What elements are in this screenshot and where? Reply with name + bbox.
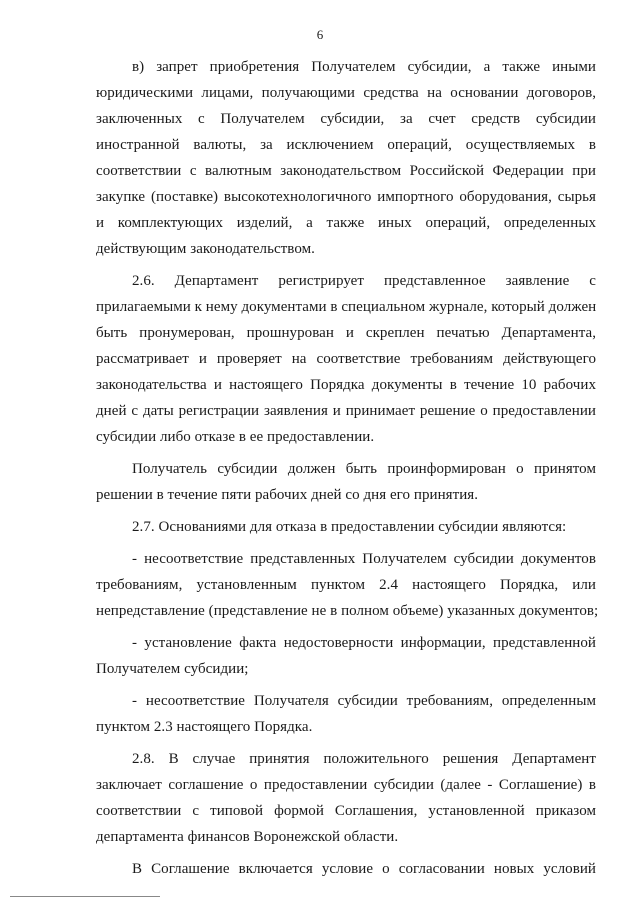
text-line: Получатель субсидии должен быть проинформирован о принятом [132, 461, 596, 477]
footer-rule [10, 896, 160, 897]
text-line: рассматривает и проверяет на соответствие требованиям действующего [96, 351, 596, 367]
paragraph-subsidy-currency-ban [96, 54, 596, 262]
list-item-false-information [96, 630, 596, 682]
text-line: 2.7. Основаниями для отказа в предоставлении субсидии являются: [132, 519, 567, 535]
text-line: законодательства и настоящего Порядка документы в течение 10 рабочих [96, 377, 596, 393]
text-line: прилагаемыми к нему документами в специальном журнале, который должен [96, 299, 597, 315]
text-line: юридическими лицами, получающими средства на основании договоров, [96, 85, 596, 101]
paragraph-2-6 [96, 268, 596, 450]
paragraph-agreement-condition [96, 856, 596, 882]
list-item-recipient-mismatch [96, 688, 596, 740]
text-line: - установление факта недостоверности информации, представленной [132, 635, 596, 651]
text-line: непредставление (представление не в полном объеме) указанных документов; [96, 603, 599, 619]
text-line: заключенных с Получателем субсидии, за счет средств субсидии [96, 111, 596, 127]
text-line: решении в течение пяти рабочих дней со дня его принятия. [96, 487, 479, 503]
paragraph-2-8 [96, 746, 596, 850]
text-line: действующим законодательством. [96, 241, 315, 257]
text-line: соответствии с типовой формой Соглашения, установленной приказом [96, 803, 596, 819]
text-line: департамента финансов Воронежской области. [96, 829, 399, 845]
text-line: заключает соглашение о предоставлении субсидии (далее - Соглашение) в [96, 777, 596, 793]
text-line: субсидии либо отказе в ее предоставлении. [96, 429, 375, 445]
text-line: быть пронумерован, прошнурован и скреплен печатью Департамента, [96, 325, 596, 341]
text-line: 2.6. Департамент регистрирует представленное заявление с [132, 273, 596, 289]
list-item-document-mismatch [96, 546, 599, 624]
document-body [96, 54, 599, 882]
text-line: соответствии с валютным законодательством Российской Федерации при [96, 163, 596, 179]
text-line: пунктом 2.3 настоящего Порядка. [96, 719, 313, 735]
text-line: иностранной валюты, за исключением операций, осуществляемых в [96, 137, 596, 153]
paragraph-2-7 [96, 514, 596, 540]
text-line: В Соглашение включается условие о согласовании новых условий [132, 861, 596, 877]
text-line: 2.8. В случае принятия положительного решения Департамент [132, 751, 596, 767]
text-line: требованиям, установленным пунктом 2.4 настоящего Порядка, или [96, 577, 596, 593]
text-line: закупке (поставке) высокотехнологичного импортного оборудования, сырья [96, 189, 596, 205]
text-line: и комплектующих изделий, а также иных операций, определенных [96, 215, 596, 231]
text-line: дней с даты регистрации заявления и принимает решение о предоставлении [96, 403, 596, 419]
text-line: в) запрет приобретения Получателем субсидии, а также иными [132, 59, 596, 75]
page-number: 6 [316, 27, 324, 42]
text-line: Получателем субсидии; [96, 661, 249, 677]
text-line: - несоответствие Получателя субсидии требованиям, определенным [132, 693, 596, 709]
text-line: - несоответствие представленных Получателем субсидии документов [132, 551, 596, 567]
paragraph-recipient-notice [96, 456, 596, 508]
